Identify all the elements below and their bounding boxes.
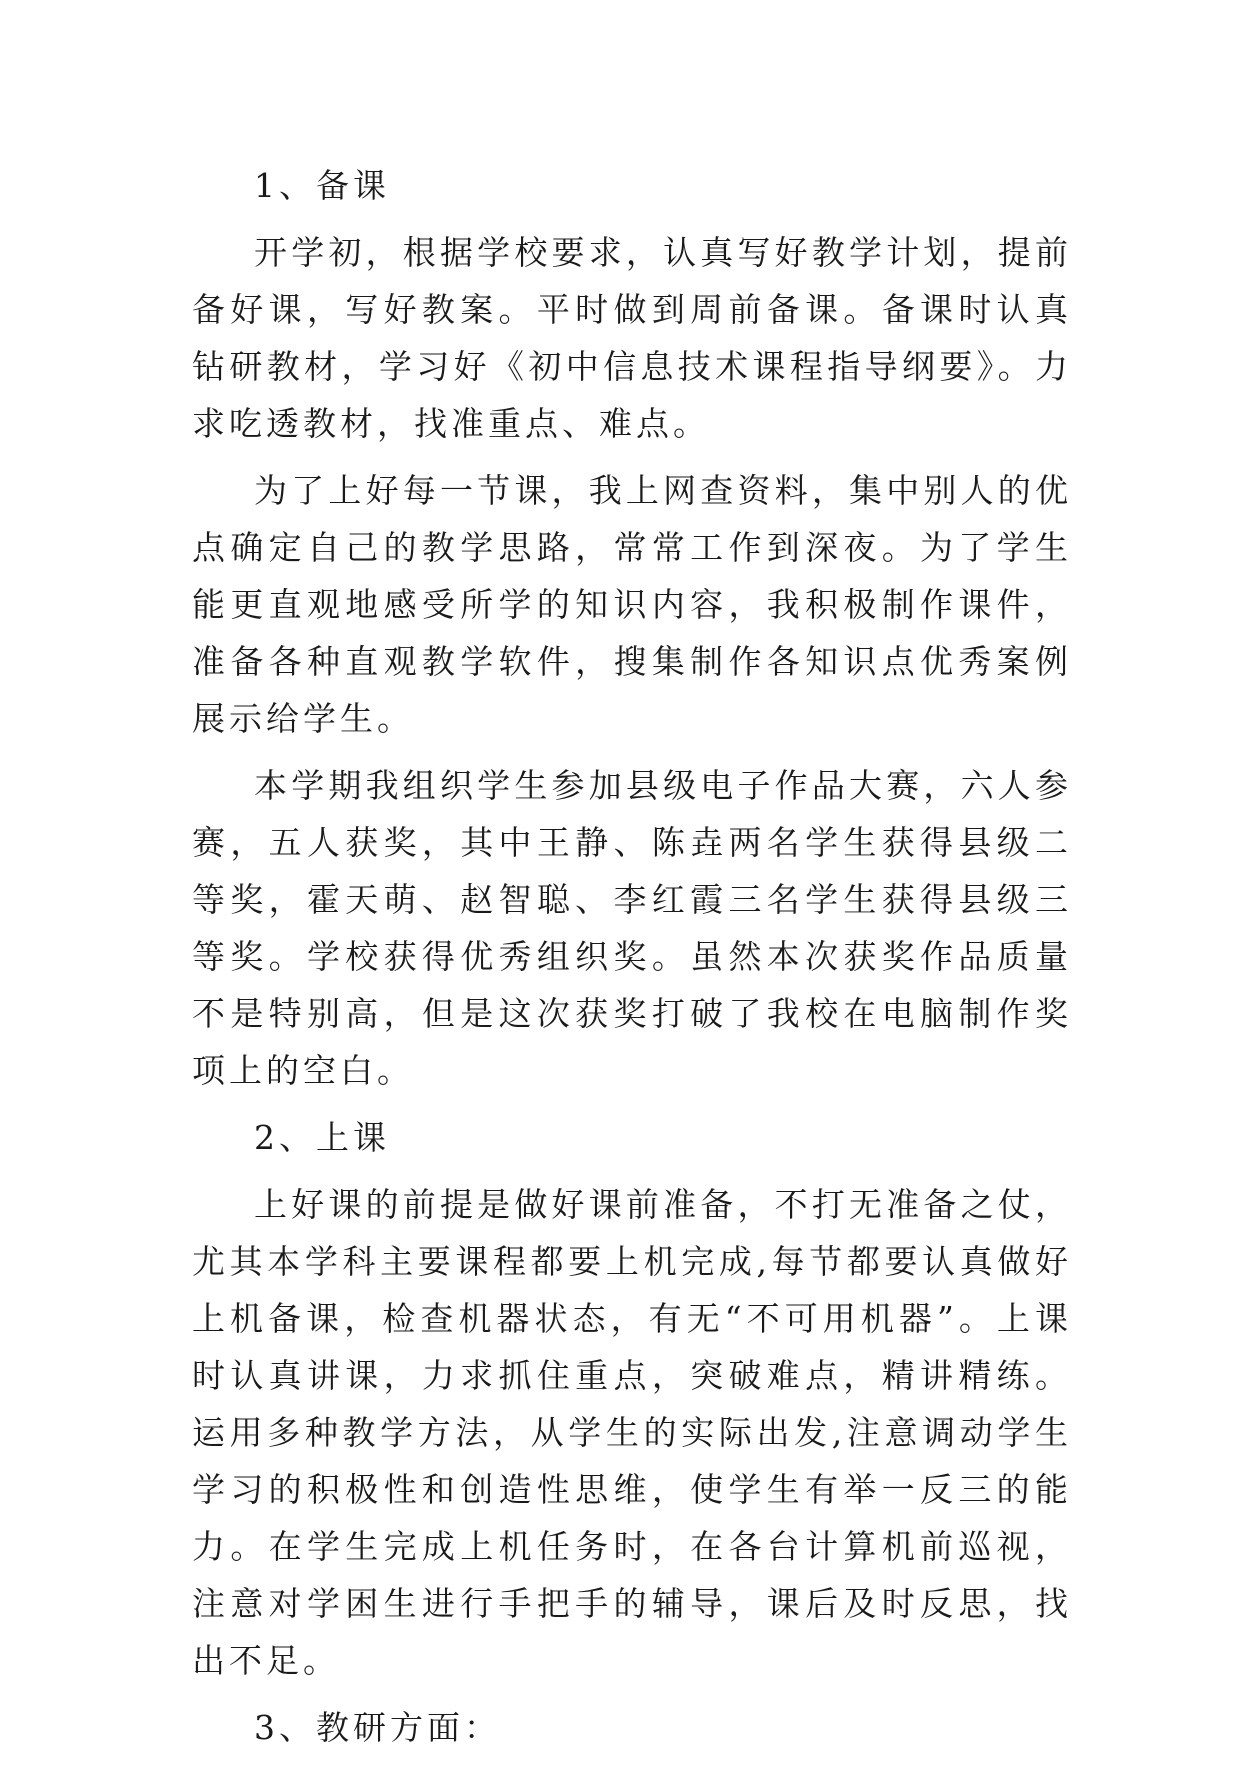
paragraph-class: 上好课的前提是做好课前准备，不打无准备之仗，尤其本学科主要课程都要上机完成,每节都要认真做好上机备课，检查机器状态，有无“不可用机器”。上课时认真讲课，力求抓住重点，突破难点，精讲精练。运用多种教学方法，从学生的实际出发,注意调动学生学习的积极性和创造性思维，使学生有举一反三的能力。在学生完成上机任务时，在各台计算机前巡视，注意对学困生进行手把手的辅导，课后及时反思，找出不足。 [192,1185,1072,1680]
paragraph-prep-plan: 开学初，根据学校要求，认真写好教学计划，提前备好课，写好教案。平时做到周前备课。备课时认真钻研教材，学习好《初中信息技术课程指导纲要》。力求吃透教材，找准重点、难点。 [192,233,1072,443]
section-heading-class: 2、上课 [254,1118,390,1157]
section-heading-research: 3、教研方面： [254,1708,501,1747]
paragraph-prep-resources: 为了上好每一节课，我上网查资料，集中别人的优点确定自己的教学思路，常常工作到深夜。为了学生能更直观地感受所学的知识内容，我积极制作课件，准备各种直观教学软件，搜集制作各知识点优秀案例展示给学生。 [192,471,1072,738]
section-heading-prep: 1、备课 [254,166,390,205]
document-body [192,157,1072,1766]
paragraph-competition: 本学期我组织学生参加县级电子作品大赛，六人参赛，五人获奖，其中王静、陈垚两名学生获得县级二等奖，霍天萌、赵智聪、李红霞三名学生获得县级三等奖。学校获得优秀组织奖。虽然本次获奖作品质量不是特别高，但是这次获奖打破了我校在电脑制作奖项上的空白。 [192,766,1072,1090]
